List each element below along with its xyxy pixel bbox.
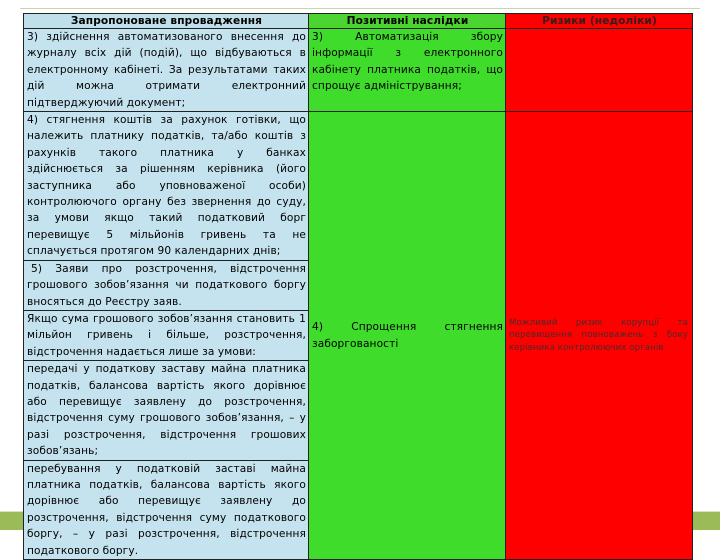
table-row [24,29,693,112]
proposed-cell [24,310,309,360]
table-row [24,112,693,261]
risks-text: Можливий ризик корупції та перевищення повноважень з боку керівника контролюючих органів [509,318,688,353]
proposed-cell [24,29,309,112]
proposed-cell [24,361,309,460]
proposed-paragraph: передачі у податкову заставу майна платника податків, балансова вартість якого дорівнює або перевищує заявлену до розстрочення, відстрочення суму грошового зобов’язання, – у разі розстрочення, відстрочення грошових зобов’язань; [27,363,306,458]
proposed-paragraph: перебування у податковій заставі майна платника податків, балансова вартість якого дорівнює або перевищує заявлену до розстрочення, відстрочення суму податкового боргу, – у разі розстрочення, відстрочення податкового боргу. [27,462,306,557]
comparison-table [23,13,693,560]
proposed-cell [24,460,309,559]
proposed-cell [24,260,309,310]
top-decor-line [20,8,700,9]
proposed-paragraph: Якщо сума грошового зобов’язання становить 1 мільйон гривень і більше, розстрочення, відстрочення надається лише за умови: [27,312,306,358]
table-header-row [24,14,693,29]
proposed-paragraph: 5) Заяви про розстрочення, відстрочення грошового зобов’язання чи податкового боргу вносяться до Реєстру заяв. [27,262,306,308]
proposed-text: 3) здійснення автоматизованого внесення до журналу всіх дій (подій), що відбуваються в електронному кабінеті. За результатами таких дій можна отримати електронний підтверджуючий документ; [27,31,306,109]
header-risks: Ризики (недоліки) [506,14,693,29]
header-positive: Позитивні наслідки [309,14,506,29]
risks-cell [506,29,693,112]
positive-cell [309,29,506,112]
risks-cell-merged [506,112,693,560]
positive-cell-merged [309,112,506,560]
positive-text: 3) Автоматизація збору інформації з електронного кабінету платника податків, що спрощує адміністрування; [312,31,503,93]
header-proposed: Запропоноване впровадження [24,14,309,29]
positive-text: 4) Спрощення стягнення заборгованості [312,321,503,350]
proposed-paragraph: 4) стягнення коштів за рахунок готівки, що належить платнику податків, та/або коштів з рахунків такого платника у банках здійснюється за рішенням керівника (його заступника або уповноваженої особи) контролюючого органу без звернення до суду, за умови якщо такий податковий борг перевищує 5 мільйонів гривень та не сплачується протягом 90 календарних днів; [27,114,306,258]
proposed-cell [24,112,309,261]
